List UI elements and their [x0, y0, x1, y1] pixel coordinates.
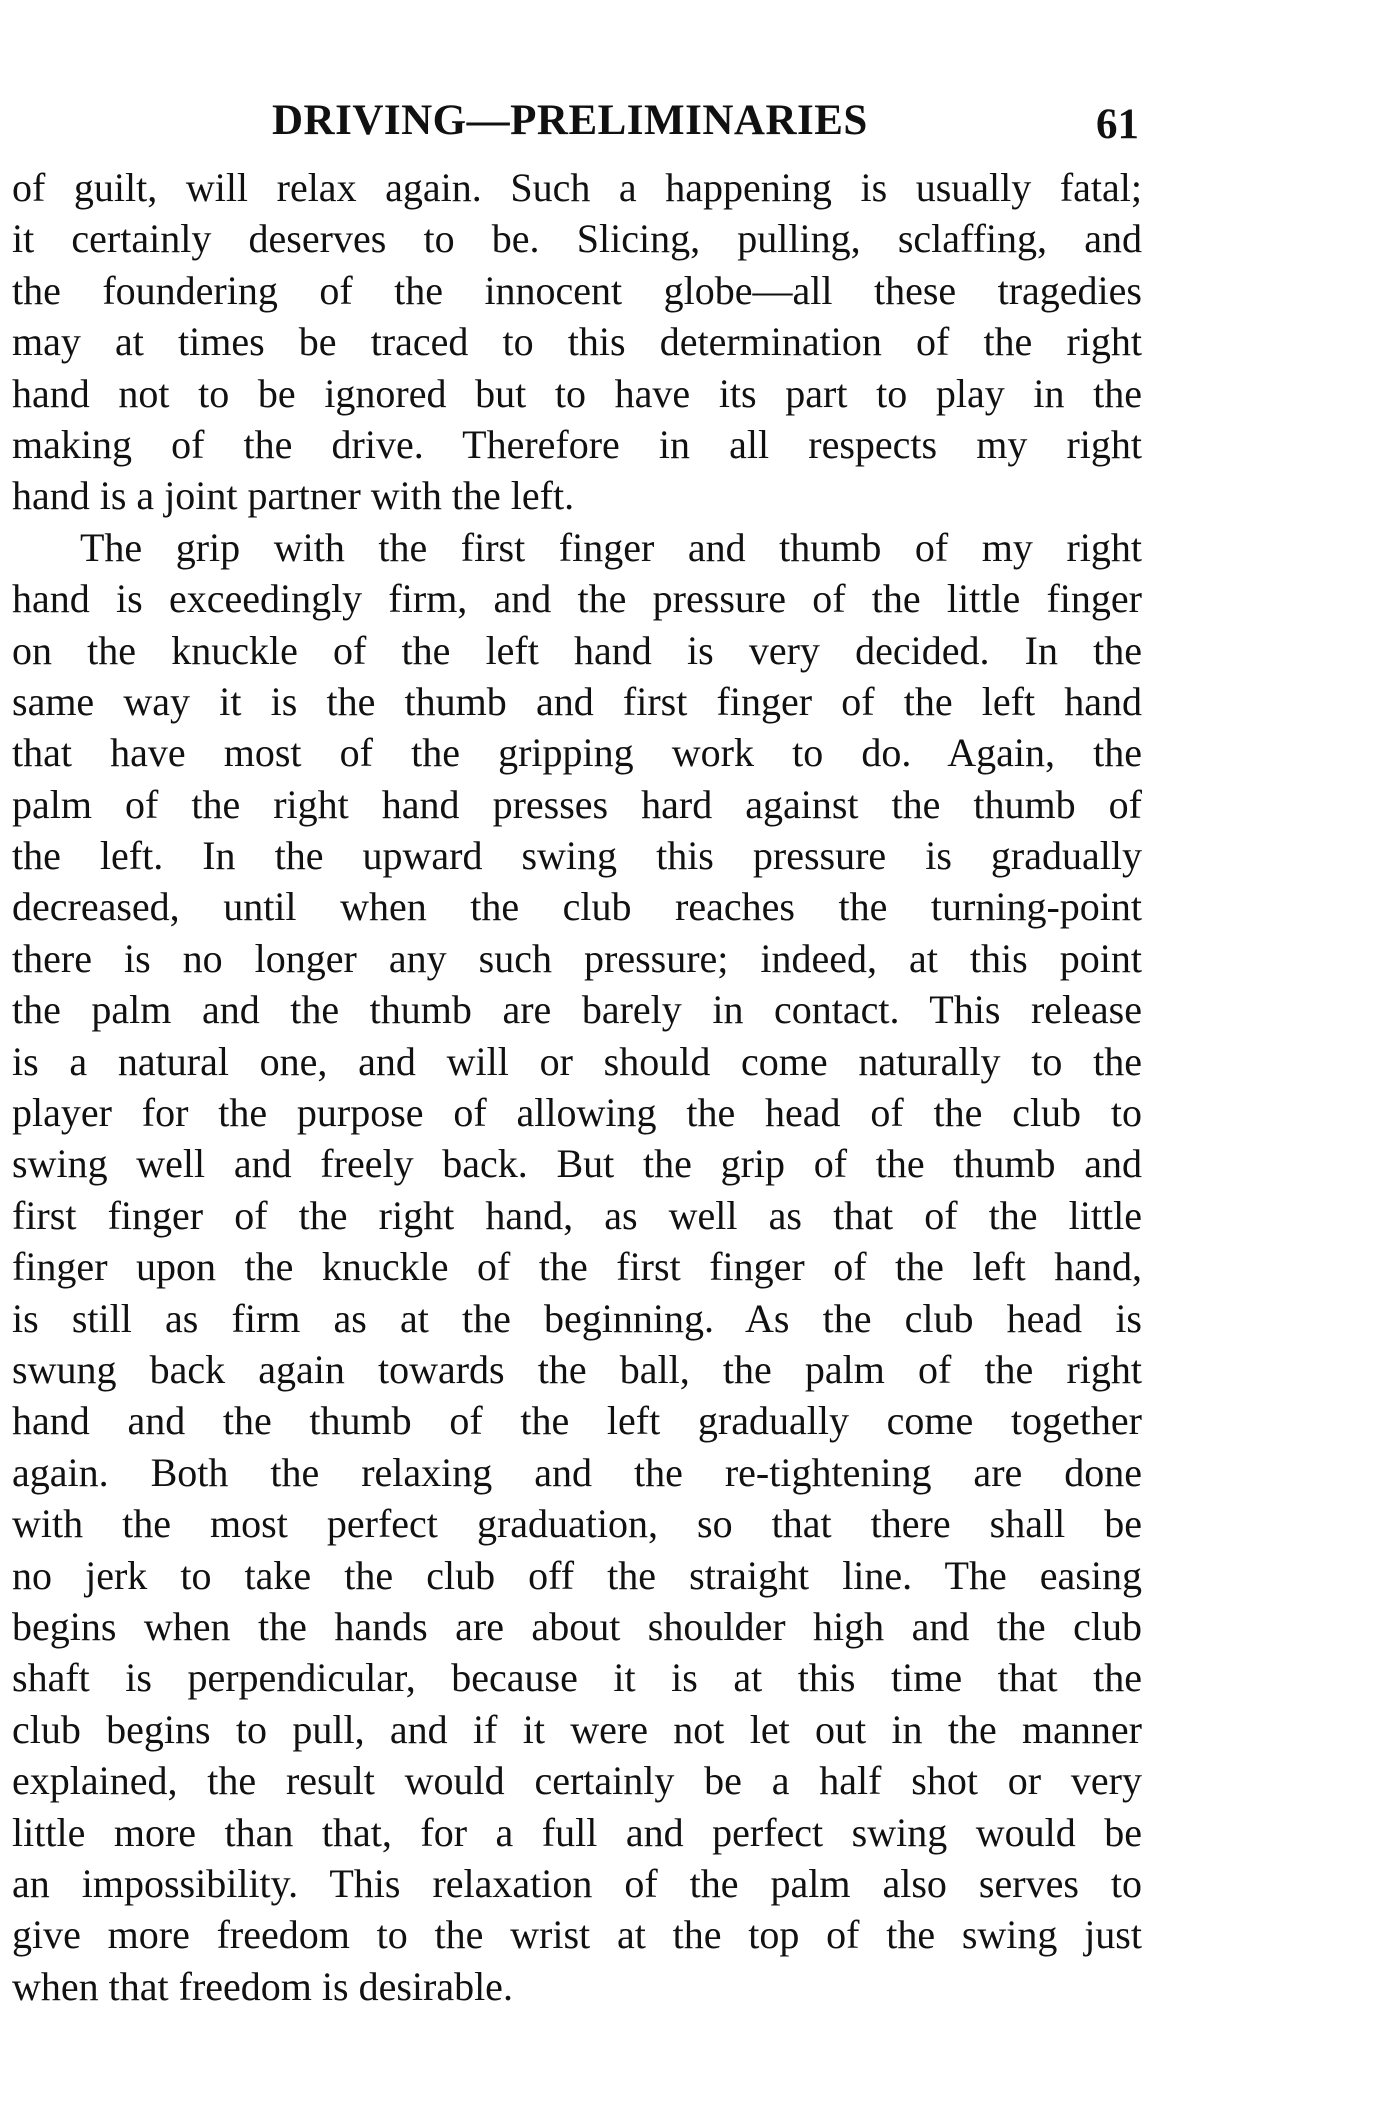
- page-number: 61: [1096, 101, 1139, 148]
- text-line: begins when the hands are about shoulder high and the club: [12, 1603, 1142, 1649]
- text-line: on the knuckle of the left hand is very decided. In the: [12, 627, 1142, 673]
- text-line: with the most perfect graduation, so that there shall be: [12, 1501, 1142, 1547]
- text-line: little more than that, for a full and perfect swing would be: [12, 1809, 1142, 1855]
- text-line: it certainly deserves to be. Slicing, pulling, sclaffing, and: [12, 216, 1142, 262]
- text-line: hand not to be ignored but to have its part to play in the: [12, 370, 1142, 416]
- text-line: hand is exceedingly firm, and the pressure of the little finger: [12, 576, 1142, 622]
- body-text: [12, 162, 1142, 2012]
- text-line: when that freedom is desirable.: [12, 1963, 513, 2009]
- text-line: of guilt, will relax again. Such a happening is usually fatal;: [12, 165, 1142, 210]
- text-line: that have most of the gripping work to do. Again, the: [12, 730, 1142, 776]
- text-line: is a natural one, and will or should come naturally to the: [12, 1038, 1142, 1084]
- text-line: The grip with the first finger and thumb of my right: [80, 524, 1142, 570]
- paragraph-2: [12, 522, 1142, 2012]
- text-line: decreased, until when the club reaches the turning-point: [12, 884, 1142, 930]
- text-line: swing well and freely back. But the grip of the thumb and: [12, 1141, 1142, 1187]
- text-line: club begins to pull, and if it were not let out in the manner: [12, 1706, 1142, 1752]
- text-line: explained, the result would certainly be a half shot or very: [12, 1758, 1142, 1804]
- text-line: same way it is the thumb and first finger of the left hand: [12, 678, 1142, 724]
- text-line: is still as firm as at the beginning. As the club head is: [12, 1295, 1142, 1341]
- text-line: shaft is perpendicular, because it is at this time that the: [12, 1655, 1142, 1701]
- text-line: the palm and the thumb are barely in contact. This release: [12, 987, 1142, 1033]
- text-line: first finger of the right hand, as well as that of the little: [12, 1192, 1142, 1238]
- text-line: the left. In the upward swing this pressure is gradually: [12, 833, 1142, 879]
- text-line: an impossibility. This relaxation of the palm also serves to: [12, 1860, 1142, 1906]
- running-head: [0, 96, 1373, 156]
- text-line: there is no longer any such pressure; indeed, at this point: [12, 935, 1142, 981]
- text-line: give more freedom to the wrist at the top of the swing just: [12, 1912, 1142, 1958]
- text-line: the foundering of the innocent globe—all these tragedies: [12, 267, 1142, 313]
- text-line: player for the purpose of allowing the head of the club to: [12, 1090, 1142, 1136]
- text-line: finger upon the knuckle of the first finger of the left hand,: [12, 1244, 1142, 1290]
- text-line: palm of the right hand presses hard against the thumb of: [12, 781, 1142, 827]
- running-title: DRIVING—PRELIMINARIES: [272, 97, 868, 144]
- text-line: again. Both the relaxing and the re-tightening are done: [12, 1449, 1142, 1495]
- text-line: hand is a joint partner with the left.: [12, 473, 575, 519]
- text-line: hand and the thumb of the left gradually come together: [12, 1398, 1142, 1444]
- paragraph-1: [12, 162, 1142, 522]
- text-line: making of the drive. Therefore in all respects my right: [12, 421, 1142, 467]
- text-line: no jerk to take the club off the straight line. The easing: [12, 1552, 1142, 1598]
- text-line: may at times be traced to this determination of the right: [12, 319, 1142, 365]
- text-line: swung back again towards the ball, the palm of the right: [12, 1346, 1142, 1392]
